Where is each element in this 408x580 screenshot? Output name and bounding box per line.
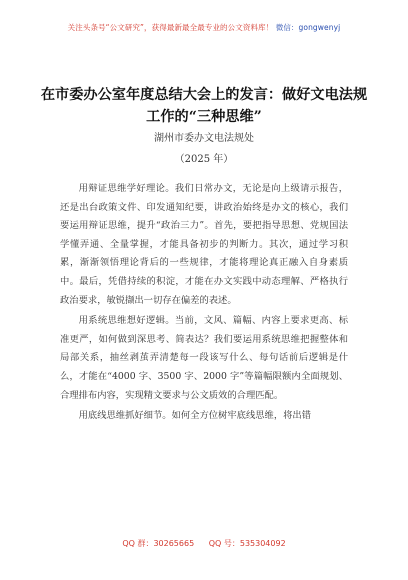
document-author: 湖州市委办文电法规处 — [154, 133, 254, 144]
document-year: （2025 年） — [174, 154, 234, 165]
paragraph: 用底线思维抓好细节。如何全方位树牢底线思维，将出错 — [78, 410, 312, 422]
document-title: 在市委办公室年度总结大会上的发言：做好文电法规工作的“三种思维” — [40, 87, 368, 125]
document-body — [60, 180, 348, 428]
qq-group: QQ 群：30265665 — [122, 539, 195, 548]
contact-footer — [0, 538, 408, 549]
paragraph: 用系统思维想好逻辑。当前，文风、篇幅、内容上要求更高、标准更严，如何做到深思考、简表达？我们要运用系统思维把握整体和局部关系，抽丝剥茧弄清楚每一段该写什么、每句话前后逻辑是什么，才能在“4000 字、3500 字、2000 字”等篇幅限额内全面规划、合理排布内容，实现精文要求与公文质效的合理匹配。 — [60, 315, 348, 401]
banner-text: 关注头条号“公文研究”，获得最新最全最专业的公文资料库！ — [67, 23, 274, 32]
qq-number: QQ 号：535304092 — [208, 539, 286, 548]
wechat-id[interactable]: 微信：gongwenyj — [275, 23, 341, 32]
promo-banner — [0, 22, 408, 33]
paragraph: 用辩证思维学好理论。我们日常办文，无论是向上级请示报告，还是出台政策文件、印发通知纪要，讲政治始终是办文的核心，我们要运用辩证思维，提升“政治三力”。首先，要把指导思想、党规国法学懂弄通、全量掌握，才能具备初步的判断力。其次，通过学习积累，渐渐领悟理论背后的一些规律，才能将理论真正融入自身素质中。最后，凭借持续的积淀，才能在办文实践中动态理解、严格执行政治要求，敏锐撷出一切存在偏差的表述。 — [60, 183, 348, 306]
